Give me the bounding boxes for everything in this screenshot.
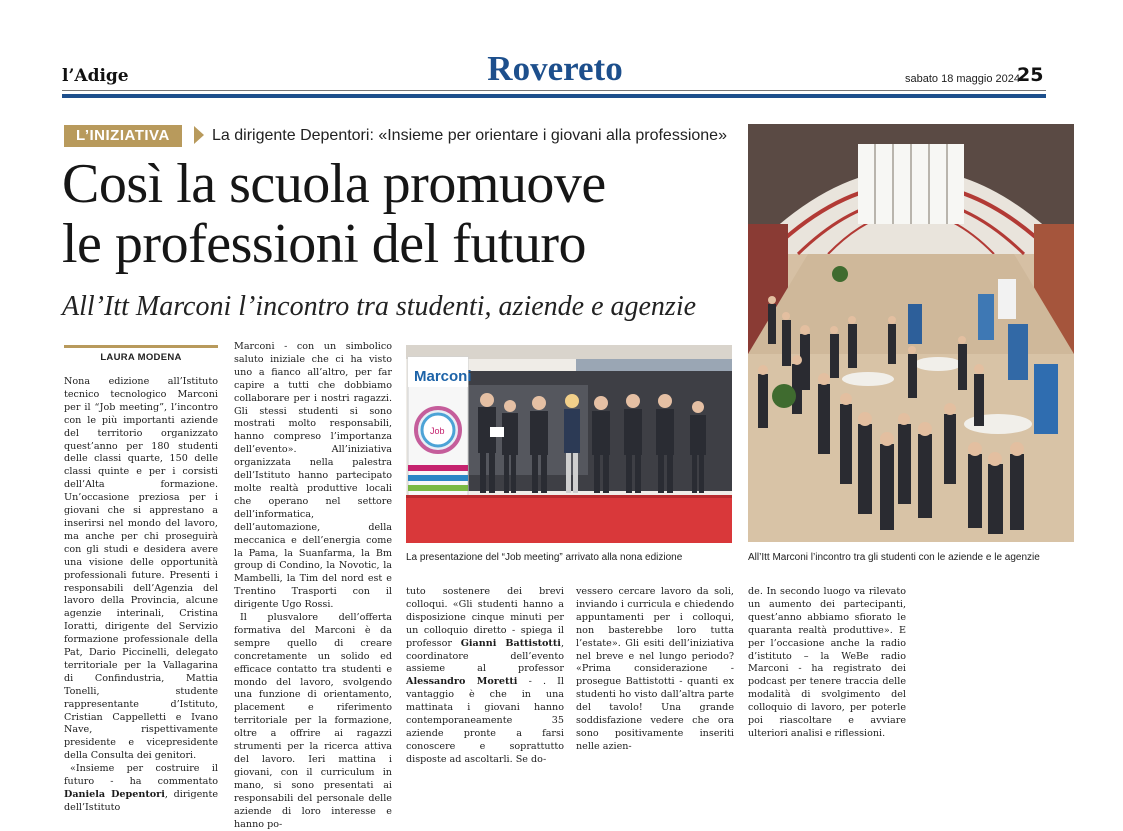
column-5-paragraph: de. In secondo luogo va rilevato un aumento dei partecipanti, quest’anno abbiamo sfiorato le quaranta realtà produttive». E per l’occasione anche la radio d’istituto – la WeBe radio Marconi - ha registrato dei podcast per tenere traccia delle modalità di svolgimento del colloquio di lavoro, per poterle poi riascoltare e avviare ulteriori analisi e riflessioni. (748, 586, 906, 739)
photo-job-meeting-presentation (406, 345, 732, 543)
byline-rule (64, 345, 218, 348)
photo-2-illustration (748, 124, 1074, 542)
column-2-paragraph-1: Marconi - con un simbolico saluto iniziale che ci ha visto uno a fianco all’altro, per far capire a tutti che dobbiamo collaborare per i nostri ragazzi. Gli stessi studenti si sono mostrati molto responsabili, hanno compreso l’importanza dell’evento». All’iniziativa organizzata nella palestra dell’Istituto hanno partecipato molte realtà produttive locali che operano nel settore dell’informatica, dell’automazione, della meccanica e dell’energia come la Pama, la Suanfarma, la Bm group di Condino, la Novotic, la Mambelli, la Tim del nord est e Trentino Trasporti con il dirigente Ugo Rossi. (234, 341, 392, 611)
kicker-badge: L’INIZIATIVA (64, 125, 182, 147)
newspaper-logo: l’Adige (62, 66, 129, 86)
photo-gym-event-overview (748, 124, 1074, 542)
masthead-divider (62, 90, 1046, 91)
headline-line-1: Così la scuola promuove (62, 153, 606, 215)
masthead-accent-bar (62, 94, 1046, 98)
photo-2-caption: All’Itt Marconi l’incontro tra gli studenti con le aziende e le agenzie (748, 552, 1040, 563)
column-1-paragraph-2 (64, 763, 218, 815)
column-3-text-a: tuto sostenere dei brevi colloqui. «Gli studenti hanno a disposizione cinque minuti per un colloquio diretto - spiega il professor (406, 586, 564, 649)
kicker-line: La dirigente Depentori: «Insieme per orientare i giovani alla professione» (212, 127, 727, 144)
column-1-paragraph-1: Nona edizione all’Istituto tecnico tecnologico Marconi per il “Job meeting”, l’incontro con le più importanti aziende del territorio organizzato quest’anno per 180 studenti delle classi quarte, 150 delle classi quinte e per i corsisti dell’Alta formazione. Un’occasione preziosa per i giovani che si apprestano a inserirsi nel mondo del lavoro, ma anche per chi proseguirà con gli studi e desidera avere una visione delle opportunità professionali future. Presenti i responsabili dell’Agenzia del lavoro della Provincia, alcune agenzie interinali, Cristina Ioratti, dirigente del Servizio formazione professionale della Pat, Dario Piccinelli, delegato territoriale per la Vallagarina di Confindustria, Mattia Tonelli, studente rappresentante d’Istituto, Cristian Cappelletti e Ivano Nave, rispettivamente presidente e vicepresidente della Consulta dei genitori. (64, 376, 218, 762)
quote-text: «Insieme per costruire il futuro - ha commentato (64, 763, 218, 788)
publication-date: sabato 18 maggio 2024 (905, 73, 1020, 85)
article-column-1 (64, 376, 218, 815)
column-4-paragraph: vessero cercare lavoro da soli, inviando i curricula e chiedendo appuntamenti per i colloqui, non basterebbe loro tutta l’estate». Gli esiti dell’iniziativa nel breve e nel lungo periodo? «Prima considerazione - prosegue Battistotti - quanti ex studenti ho visto dall’altra parte del tavolo! Una grande soddisfazione vedere che ora sono positivamente inseriti nelle azien- (576, 586, 734, 752)
page-number: 25 (1017, 64, 1044, 86)
article-column-4 (576, 586, 734, 754)
byline: LAURA MODENA (100, 352, 182, 363)
column-2-paragraph-2: Il plusvalore dell’offerta formativa del Marconi è da sempre quello di creare concretamente un solido ed efficace contatto tra studenti e mondo del lavoro, svolgendo una funzione di orientamento, placement e riferimento territoriale per la formazione, oltre a offrire ai ragazzi strumenti per la ricerca attiva del lavoro. Ieri mattina i giovani, con il curriculum in mano, si sono presentati ai responsabili del personale delle aziende di loro interesse e hanno po- (234, 612, 392, 830)
article-column-5 (748, 586, 906, 741)
column-3-text-b: , coordinatore dell’evento assieme al professor (406, 637, 564, 675)
quoted-person-name: Daniela Depentori (64, 789, 165, 800)
column-3-paragraph (406, 586, 564, 767)
headline (62, 154, 742, 274)
article-column-3 (406, 586, 564, 767)
quote-text-end: , dirigente dell’Istituto (64, 789, 219, 813)
banner-logo-text: Marconi (414, 368, 472, 385)
subheadline: All’Itt Marconi l’incontro tra studenti, aziende e agenzie (62, 291, 697, 322)
quoted-person-name-2: Alessandro Moretti (406, 676, 518, 688)
headline-line-2: le professioni del futuro (62, 213, 587, 275)
kicker-arrow-icon (194, 126, 204, 144)
article-column-2 (234, 341, 392, 831)
section-title: Rovereto (487, 49, 623, 88)
banner-job-text: Job (430, 426, 445, 436)
photo-1-illustration (406, 345, 732, 543)
photo-1-caption: La presentazione del “Job meeting” arrivato alla nona edizione (406, 552, 683, 563)
quoted-person-name-1: Gianni Battistotti (460, 637, 561, 649)
column-3-text-c: - . Il vantaggio è che in una mattinata i giovani hanno contemporaneamente 35 aziende pronte a farsi conoscere e soprattutto disposte ad ascoltarli. Se do- (406, 676, 564, 765)
